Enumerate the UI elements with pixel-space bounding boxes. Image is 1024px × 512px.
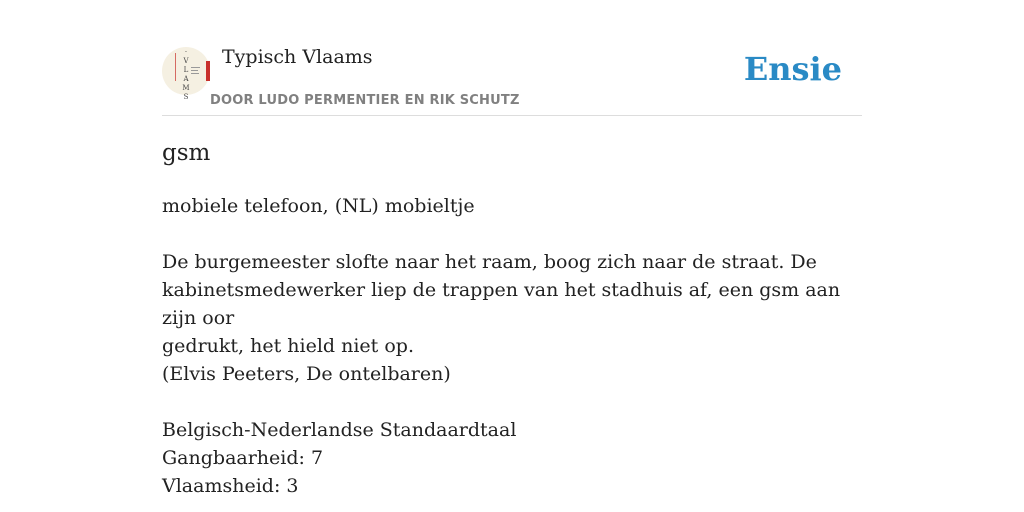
entry-term: gsm bbox=[162, 140, 211, 166]
book-title[interactable]: Typisch Vlaams bbox=[222, 46, 373, 68]
gangbaarheid-score: Gangbaarheid: 7 bbox=[162, 447, 324, 469]
spacer bbox=[162, 220, 862, 248]
entry-body bbox=[162, 192, 862, 500]
example-line: gedrukt, het hield niet op. bbox=[162, 335, 414, 357]
entry-card bbox=[162, 0, 862, 512]
brand-logo[interactable]: Ensie bbox=[743, 50, 842, 88]
definition: mobiele telefoon, (NL) mobieltje bbox=[162, 195, 475, 217]
book-cover-icon[interactable]: · V L A M S bbox=[162, 47, 210, 95]
card-header bbox=[162, 0, 862, 116]
vlaamsheid-score: Vlaamsheid: 3 bbox=[162, 475, 299, 497]
example-line: kabinetsmedewerker liep de trappen van het stadhuis af, een gsm aan zijn oor bbox=[162, 279, 841, 329]
language-label: Belgisch-Nederlandse Standaardtaal bbox=[162, 419, 517, 441]
book-authors: DOOR LUDO PERMENTIER EN RIK SCHUTZ bbox=[210, 93, 520, 108]
example-source: (Elvis Peeters, De ontelbaren) bbox=[162, 363, 451, 385]
spacer bbox=[162, 388, 862, 416]
example-line: De burgemeester slofte naar het raam, boog zich naar de straat. De bbox=[162, 251, 817, 273]
